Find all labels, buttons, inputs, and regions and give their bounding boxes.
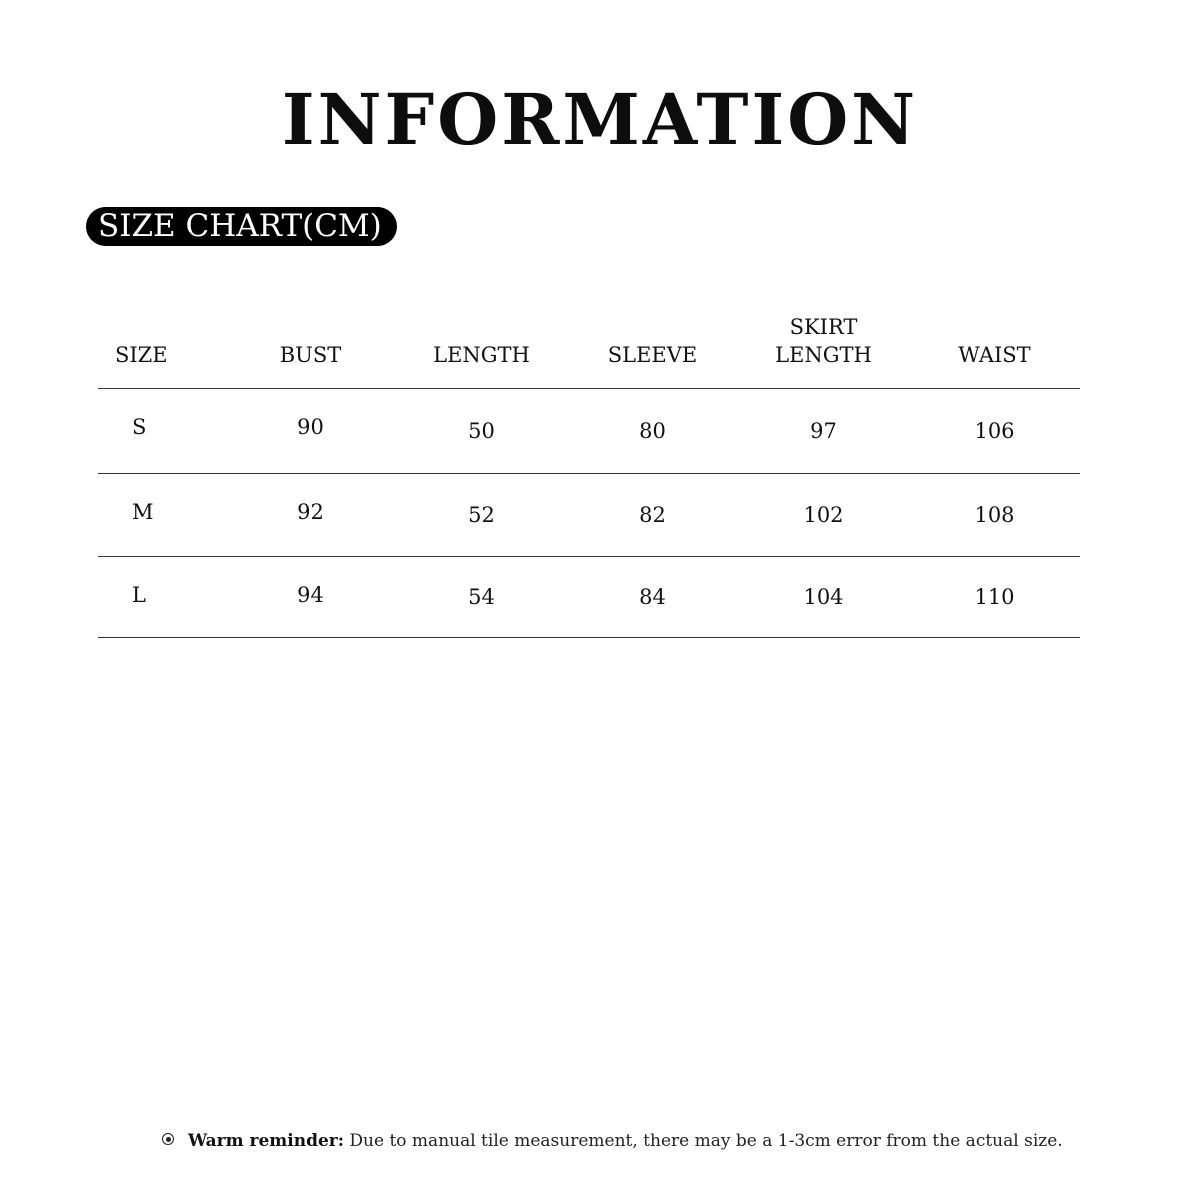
table-cell-length: 54: [396, 557, 567, 638]
reminder-label: Warm reminder:: [188, 1131, 345, 1151]
table-cell-skirt-length: 104: [738, 557, 909, 638]
table-cell-size: S: [98, 389, 225, 474]
table-cell-waist: 110: [909, 557, 1080, 638]
header-row: [98, 290, 1080, 389]
table-cell-sleeve: 82: [567, 474, 738, 557]
reminder-text: Due to manual tile measurement, there may be a 1-3cm error from the actual size.: [344, 1131, 1063, 1151]
table-row: [98, 389, 1080, 474]
table-cell-skirt-length: 102: [738, 474, 909, 557]
table-cell-size: M: [98, 474, 225, 557]
table-cell-bust: 92: [225, 474, 396, 557]
size-chart-table: [98, 290, 1080, 638]
column-header-waist: WAIST: [909, 290, 1080, 389]
table-cell-length: 50: [396, 389, 567, 474]
warm-reminder-note: [162, 1129, 1063, 1153]
table-cell-sleeve: 80: [567, 389, 738, 474]
radio-dot-icon: [162, 1133, 174, 1145]
table-cell-sleeve: 84: [567, 557, 738, 638]
table-row: [98, 557, 1080, 638]
section-label-badge: SIZE CHART(CM): [86, 207, 397, 246]
table-cell-size: L: [98, 557, 225, 638]
table-cell-length: 52: [396, 474, 567, 557]
column-header-size: SIZE: [98, 290, 225, 389]
table-cell-skirt-length: 97: [738, 389, 909, 474]
column-header-skirt-length: SKIRT LENGTH: [738, 290, 909, 389]
page-title: INFORMATION: [281, 78, 919, 161]
table-row: [98, 474, 1080, 557]
column-header-sleeve: SLEEVE: [567, 290, 738, 389]
table-cell-waist: 106: [909, 389, 1080, 474]
column-header-bust: BUST: [225, 290, 396, 389]
table-cell-bust: 94: [225, 557, 396, 638]
table-cell-bust: 90: [225, 389, 396, 474]
column-header-length: LENGTH: [396, 290, 567, 389]
table-cell-waist: 108: [909, 474, 1080, 557]
